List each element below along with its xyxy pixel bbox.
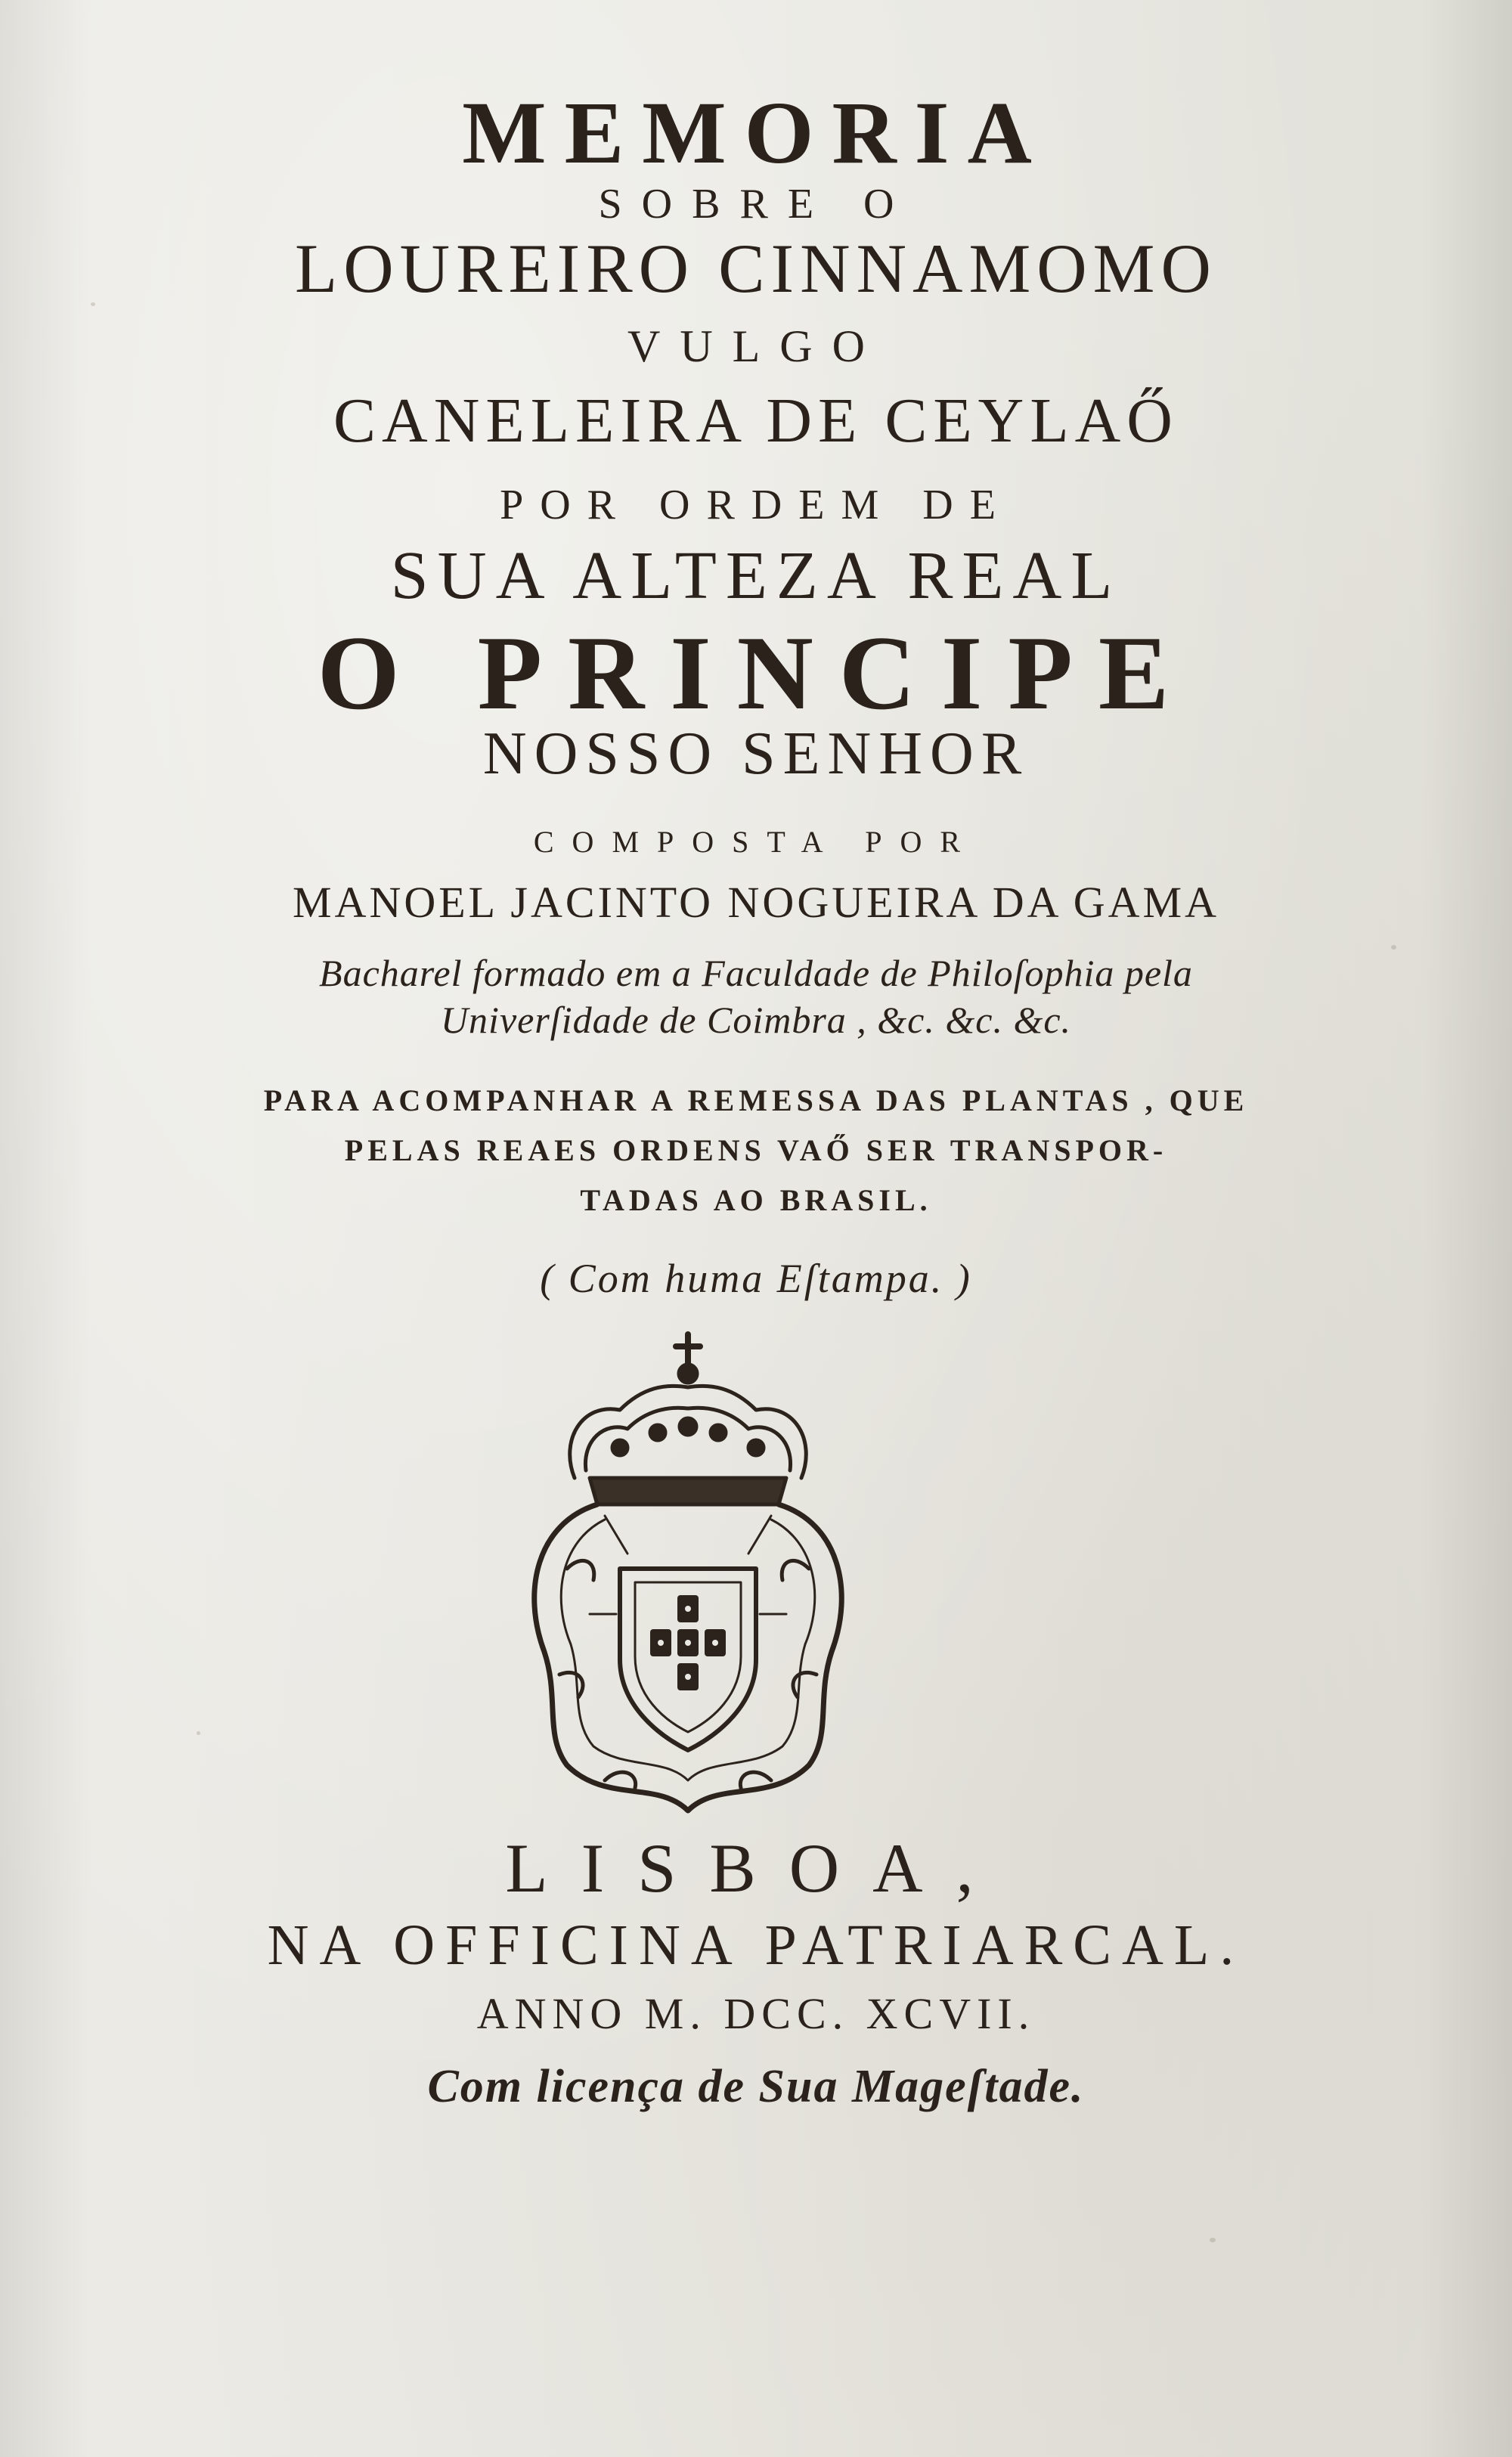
sua-alteza-text: SUA ALTEZA REAL [390, 538, 1122, 613]
purpose-text-3: TADAS AO BRASIL. [580, 1183, 932, 1217]
imprint-city [0, 1828, 1512, 1908]
credentials-text-2: Univerſidade de Coimbra , &c. &c. &c. [440, 999, 1072, 1041]
imprint-year [0, 1988, 1512, 2039]
purpose-text-1: PARA ACOMPANHAR A REMESSA DAS PLANTAS , QUE [263, 1083, 1249, 1117]
year-text: ANNO M. DCC. XCVII. [476, 1989, 1036, 2038]
paper-speck [1210, 2238, 1216, 2242]
city-text: LISBOA, [505, 1830, 1007, 1907]
principe-line [0, 612, 1512, 734]
purpose-line-2 [0, 1132, 1512, 1168]
subject-line [0, 228, 1512, 308]
credentials-line-1 [0, 951, 1512, 995]
credentials-line-2 [0, 998, 1512, 1042]
nosso-senhor-line [0, 720, 1512, 789]
license-text: Com licença de Sua Mageſtade. [427, 2061, 1085, 2112]
author-name: MANOEL JACINTO NOGUEIRA DA GAMA [293, 878, 1219, 927]
credentials-text-1: Bacharel formado em a Faculdade de Philoſophia pela [319, 952, 1193, 994]
purpose-line-3 [0, 1182, 1512, 1218]
title-heading [0, 82, 1512, 184]
composta-line [0, 824, 1512, 860]
title-text: MEMORIA [462, 83, 1050, 182]
por-ordem-line [0, 481, 1512, 529]
vulgo-line [0, 321, 1512, 373]
subtitle-sobre [0, 180, 1512, 228]
purpose-line-1 [0, 1083, 1512, 1118]
common-name-text: CANELEIRA DE CEYLAŐ [333, 386, 1179, 456]
sobre-text: SOBRE O [598, 181, 914, 228]
author-line [0, 877, 1512, 928]
imprint-license [0, 2060, 1512, 2114]
printer-text: NA OFFICINA PATRIARCAL. [267, 1913, 1245, 1977]
purpose-text-2: PELAS REAES ORDENS VAŐ SER TRANSPOR- [344, 1133, 1168, 1167]
principe-text: O PRINCIPE [317, 615, 1195, 732]
por-ordem-text: POR ORDEM DE [500, 482, 1012, 528]
composta-text: COMPOSTA POR [533, 825, 979, 859]
plate-note [0, 1255, 1512, 1302]
plate-note-text: ( Com huma Eſtampa. ) [540, 1256, 972, 1301]
nosso-senhor-text: NOSSO SENHOR [482, 720, 1030, 787]
vulgo-text: VULGO [627, 321, 885, 371]
royal-coat-of-arms-icon [514, 1327, 862, 1818]
imprint-printer [0, 1913, 1512, 1978]
common-name-line [0, 384, 1512, 457]
paper-speck [197, 1731, 200, 1735]
sua-alteza-line [0, 537, 1512, 615]
subject-text: LOUREIRO CINNAMOMO [295, 230, 1217, 307]
paper-speck [1391, 945, 1396, 950]
